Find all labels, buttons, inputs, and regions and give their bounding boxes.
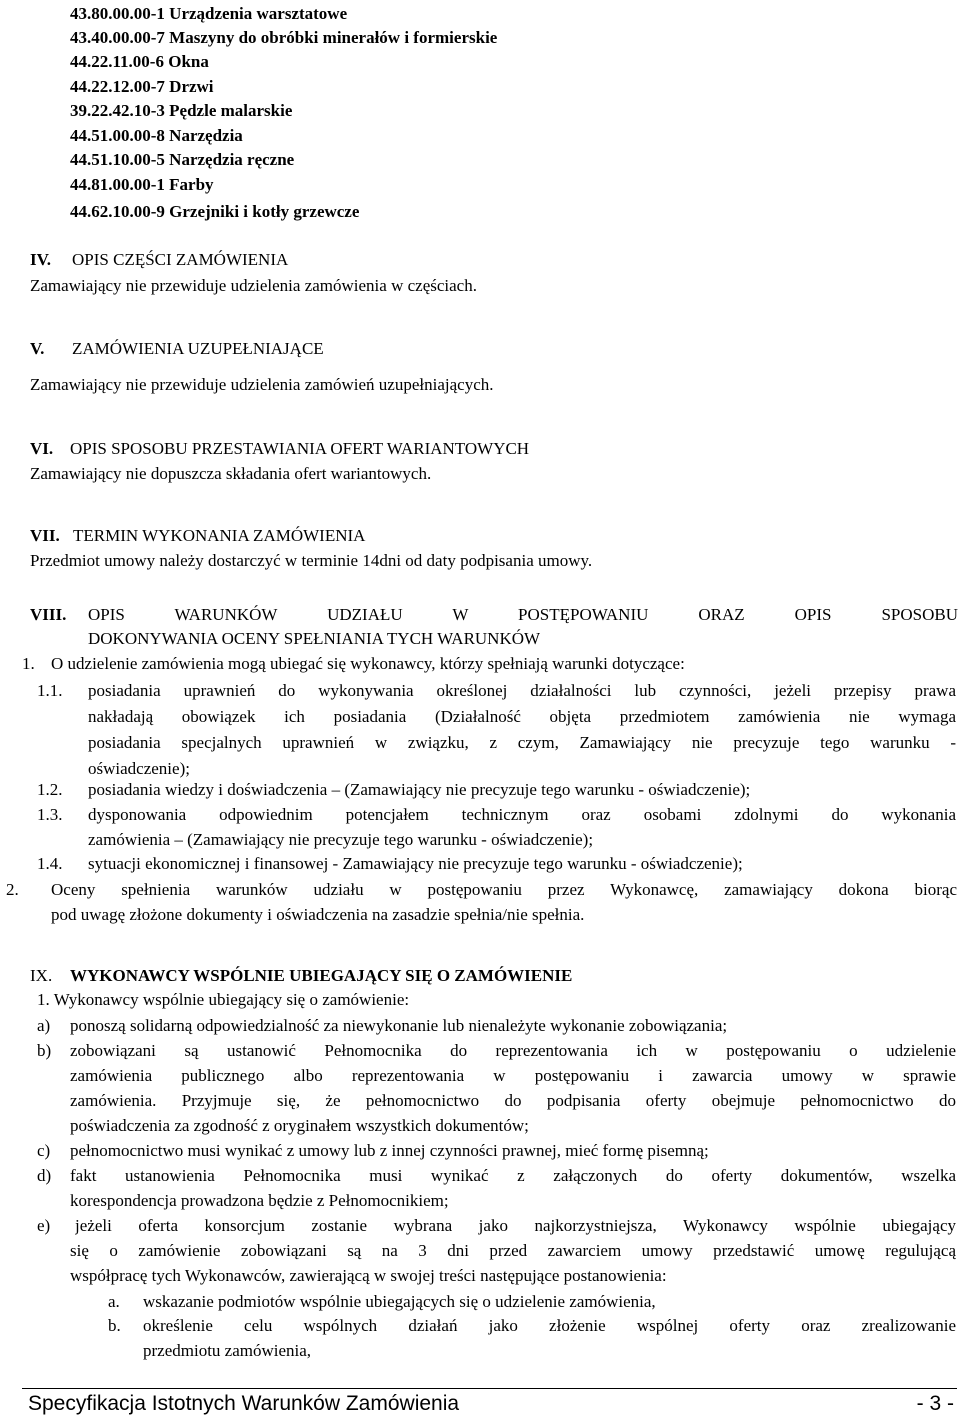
list-text-line: zamówienia. Przyjmuje się, że pełnomocnictwo do podpisania oferty obejmuje pełnomocnictwo do bbox=[70, 1091, 956, 1110]
list-label: b) bbox=[37, 1041, 52, 1060]
list-text: sytuacji ekonomicznej i finansowej - Zamawiający nie precyzuje tego warunku - oświadczenie); bbox=[88, 854, 743, 873]
list-text-line: się o zamówienie zobowiązani są na 3 dni przed zawarciem umowy przedstawić umowę regulującą bbox=[70, 1241, 956, 1260]
list-text-line: posiadania specjalnych uprawnień w związku, z czym, Zamawiający nie precyzuje tego warunku - bbox=[88, 733, 956, 752]
cpv-code: 43.40.00.00-7 Maszyny do obróbki minerałów i formierskie bbox=[70, 28, 498, 47]
section-number: VIII. bbox=[30, 605, 67, 624]
cpv-code: 44.62.10.00-9 Grzejniki i kotły grzewcze bbox=[70, 202, 360, 221]
list-text-line: Oceny spełnienia warunków udziału w postępowaniu przez Wykonawcę, zamawiający dokona biorąc bbox=[51, 880, 957, 899]
list-text-line: pod uwagę złożone dokumenty i oświadczenia na zasadzie spełnia/nie spełnia. bbox=[51, 905, 585, 924]
cpv-code: 39.22.42.10-3 Pędzle malarskie bbox=[70, 101, 293, 120]
cpv-code: 44.22.11.00-6 Okna bbox=[70, 52, 209, 71]
section-title: WYKONAWCY WSPÓLNIE UBIEGAJĄCY SIĘ O ZAMÓWIENIE bbox=[70, 966, 573, 985]
list-text-line: poświadczenia za zgodność z oryginałem wszystkich dokumentów; bbox=[70, 1116, 529, 1135]
section-text: Zamawiający nie przewiduje udzielenia zamówienia w częściach. bbox=[30, 276, 477, 295]
list-number: 1.3. bbox=[37, 805, 63, 824]
list-text: ponoszą solidarną odpowiedzialność za niewykonanie lub nienależyte wykonanie zobowiązania; bbox=[70, 1016, 728, 1035]
section-title: TERMIN WYKONANIA ZAMÓWIENIA bbox=[73, 526, 366, 545]
list-text-line: zamówienia publicznego albo reprezentowania w postępowaniu i zawarcia umowy w sprawie bbox=[70, 1066, 956, 1085]
footer-divider bbox=[22, 1388, 957, 1389]
list-number: 1. bbox=[22, 654, 35, 673]
list-label: a. bbox=[108, 1292, 120, 1311]
list-label: d) bbox=[37, 1166, 52, 1185]
list-number: 2. bbox=[6, 880, 19, 899]
section-title: ZAMÓWIENIA UZUPEŁNIAJĄCE bbox=[72, 339, 324, 358]
list-number: 1.4. bbox=[37, 854, 63, 873]
list-text-line: zobowiązani są ustanowić Pełnomocnika do reprezentowania ich w postępowaniu o udzielenie bbox=[70, 1041, 956, 1060]
list-text: posiadania wiedzy i doświadczenia – (Zamawiający nie precyzuje tego warunku - oświadczenie); bbox=[88, 780, 751, 799]
section-number: V. bbox=[30, 339, 45, 358]
list-text-line: jeżeli oferta konsorcjum zostanie wybrana jako najkorzystniejsza, Wykonawcy wspólnie ubiegający bbox=[75, 1216, 956, 1235]
list-text-line: korespondencja prowadzona będzie z Pełnomocnikiem; bbox=[70, 1191, 449, 1210]
cpv-code: 44.22.12.00-7 Drzwi bbox=[70, 77, 214, 96]
list-text-line: dysponowania odpowiednim potencjałem technicznym oraz osobami zdolnymi do wykonania bbox=[88, 805, 956, 824]
cpv-code: 44.81.00.00-1 Farby bbox=[70, 175, 214, 194]
list-label: a) bbox=[37, 1016, 51, 1035]
section-text: Zamawiający nie dopuszcza składania ofert wariantowych. bbox=[30, 464, 432, 483]
list-label: b. bbox=[108, 1316, 121, 1335]
list-text-line: określenie celu wspólnych działań jako złożenie wspólnej oferty oraz zrealizowanie bbox=[143, 1316, 956, 1335]
list-text-line: nakładają obowiązek ich posiadania (Działalność objęta przedmiotem zamówienia nie wymaga bbox=[88, 707, 956, 726]
section-number: IV. bbox=[30, 250, 51, 269]
list-number: 1.1. bbox=[37, 681, 63, 700]
section-number: VII. bbox=[30, 526, 60, 545]
list-text-line: oświadczenie); bbox=[88, 759, 190, 778]
list-text: wskazanie podmiotów wspólnie ubiegających się o udzielenie zamówienia, bbox=[143, 1292, 656, 1311]
list-text: 1. Wykonawcy wspólnie ubiegający się o zamówienie: bbox=[37, 990, 410, 1009]
cpv-code: 44.51.10.00-5 Narzędzia ręczne bbox=[70, 150, 295, 169]
section-number: VI. bbox=[30, 439, 54, 458]
list-text: O udzielenie zamówienia mogą ubiegać się wykonawcy, którzy spełniają warunki dotyczące: bbox=[51, 654, 685, 673]
list-text-line: przedmiotu zamówienia, bbox=[143, 1341, 312, 1360]
section-title: OPIS SPOSOBU PRZESTAWIANIA OFERT WARIANTOWYCH bbox=[70, 439, 530, 458]
page-number: - 3 - bbox=[916, 1392, 954, 1415]
section-number: IX. bbox=[30, 966, 53, 985]
section-text: Przedmiot umowy należy dostarczyć w terminie 14dni od daty podpisania umowy. bbox=[30, 551, 593, 570]
list-label: e) bbox=[37, 1216, 51, 1235]
section-title: OPIS CZĘŚCI ZAMÓWIENIA bbox=[72, 250, 289, 269]
cpv-code: 44.51.00.00-8 Narzędzia bbox=[70, 126, 243, 145]
cpv-code: 43.80.00.00-1 Urządzenia warsztatowe bbox=[70, 4, 348, 23]
list-text-line: współpracę tych Wykonawców, zawierającą w swojej treści następujące postanowienia: bbox=[70, 1266, 667, 1285]
list-label: c) bbox=[37, 1141, 51, 1160]
section-title-line: OPIS WARUNKÓW UDZIAŁU W POSTĘPOWANIU ORAZ OPIS SPOSOBU bbox=[88, 605, 958, 624]
list-text-line: zamówienia – (Zamawiający nie precyzuje tego warunku - oświadczenie); bbox=[88, 830, 594, 849]
footer-title: Specyfikacja Istotnych Warunków Zamówienia bbox=[28, 1392, 460, 1415]
list-number: 1.2. bbox=[37, 780, 63, 799]
list-text-line: fakt ustanowienia Pełnomocnika musi wynikać z załączonych do oferty dokumentów, wszelka bbox=[70, 1166, 956, 1185]
list-text-line: posiadania uprawnień do wykonywania określonej działalności lub czynności, jeżeli przepisy prawa bbox=[88, 681, 956, 700]
list-text: pełnomocnictwo musi wynikać z umowy lub z innej czynności prawnej, mieć formę pisemną; bbox=[70, 1141, 709, 1160]
section-text: Zamawiający nie przewiduje udzielenia zamówień uzupełniających. bbox=[30, 375, 494, 394]
section-title-line: DOKONYWANIA OCENY SPEŁNIANIA TYCH WARUNKÓW bbox=[88, 629, 541, 648]
